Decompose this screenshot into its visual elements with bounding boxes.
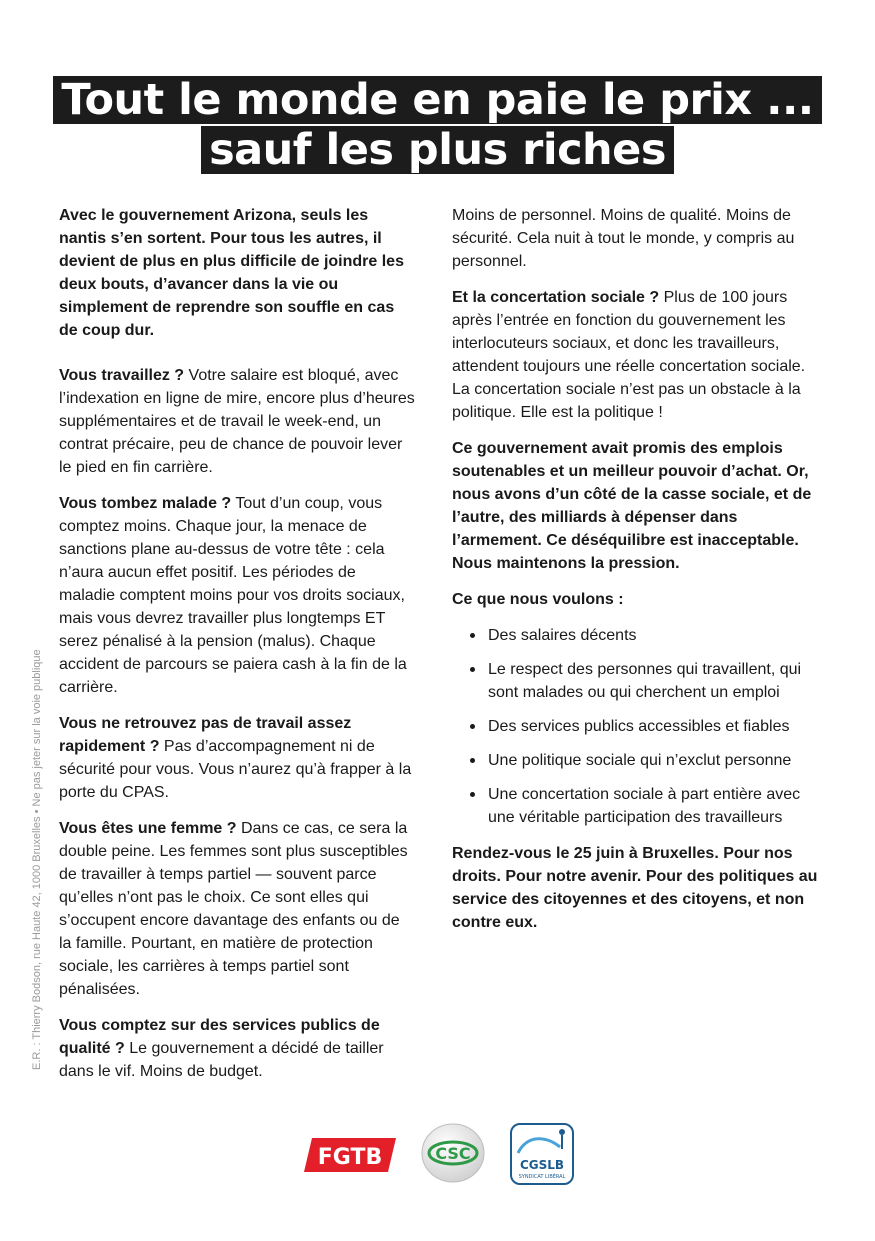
cgslb-logo-text: CGSLB	[519, 1158, 565, 1172]
list-item-text: Une politique sociale qui n’exclut personne	[488, 752, 792, 769]
intro-paragraph: Avec le gouvernement Arizona, seuls les nantis s’en sortent. Pour tous les autres, il devient de plus en plus difficile de joindre les deux bouts, d’avancer dans la vie ou simplement de reprendre son souffle en cas de coup dur.	[59, 207, 404, 339]
union-logos	[0, 1118, 875, 1188]
paragraph-text: Dans ce cas, ce sera la double peine. Les femmes sont plus susceptibles de travailler à temps partiel — souvent parce qu’elles n’ont pas le choix. Ce sont elles qui s’occupent encore davantage des enfants ou de la famille. Pourtant, en matière de protection sociale, les carrières à temps partiel sont pénalisées.	[59, 820, 408, 998]
list-item	[452, 624, 824, 647]
fgtb-logo	[304, 1138, 396, 1172]
bullet-icon	[470, 667, 475, 672]
paragraph-lead: Vous êtes une femme ?	[59, 820, 237, 837]
paragraph-lead: Vous ne retrouvez pas de travail assez rapidement ?	[59, 715, 352, 755]
paragraph-text: Le gouvernement a décidé de tailler dans le vif. Moins de budget.	[59, 1040, 384, 1080]
paragraph-staff: Moins de personnel. Moins de qualité. Moins de sécurité. Cela nuit à tout le monde, y compris au personnel.	[452, 207, 795, 270]
list-item	[452, 658, 824, 704]
csc-logo	[420, 1122, 486, 1184]
left-column	[59, 204, 415, 1096]
paragraph-lead: Vous comptez sur des services publics de qualité ?	[59, 1017, 380, 1057]
headline-line-2: sauf les plus riches	[201, 126, 674, 174]
wants-list	[452, 624, 824, 829]
paragraph-sick	[59, 492, 415, 699]
list-item	[452, 749, 824, 772]
paragraph-lead: Et la concertation sociale ?	[452, 289, 660, 306]
publisher-note: E.R. : Thierry Bodson, rue Haute 42, 1000 Bruxelles • Ne pas jeter sur la voie publique	[31, 649, 43, 1070]
bullet-icon	[470, 758, 475, 763]
bullet-icon	[470, 792, 475, 797]
bullet-icon	[470, 724, 475, 729]
paragraph-government-promise: Ce gouvernement avait promis des emplois soutenables et un meilleur pouvoir d’achat. Or, nous avons d’un côté de la casse sociale, et de l’autre, des milliards à dépenser dans l’armement. Ce déséquilibre est inacceptable. Nous maintenons la pression.	[452, 440, 812, 572]
list-item-text: Le respect des personnes qui travaillent, qui sont malades ou qui cherchent un emploi	[488, 661, 802, 701]
paragraph-text: Plus de 100 jours après l’entrée en fonction du gouvernement les interlocuteurs sociaux, et donc les travailleurs, attendent toujours une réelle concertation sociale. La concertation sociale n’est pas un obstacle à la politique. Elle est la politique !	[452, 289, 806, 421]
list-item-text: Une concertation sociale à part entière avec une véritable participation des travailleurs	[488, 786, 801, 826]
cgslb-logo	[510, 1123, 574, 1185]
list-item-text: Des services publics accessibles et fiables	[488, 718, 790, 735]
wants-heading: Ce que nous voulons :	[452, 591, 624, 608]
bullet-icon	[470, 633, 475, 638]
cgslb-logo-subtext: SYNDICAT LIBÉRAL	[518, 1174, 566, 1180]
paragraph-consultation	[452, 286, 824, 424]
right-column	[452, 204, 824, 947]
paragraph-work	[59, 364, 415, 479]
paragraph-lead: Vous tombez malade ?	[59, 495, 232, 512]
closing-call: Rendez-vous le 25 juin à Bruxelles. Pour nos droits. Pour notre avenir. Pour des politiques au service des citoyennes et des citoyens, et non contre eux.	[452, 845, 818, 931]
cgslb-logo-figure-head	[559, 1129, 565, 1135]
fgtb-logo-text: FGTB	[317, 1145, 383, 1170]
paragraph-text: Tout d’un coup, vous comptez moins. Chaque jour, la menace de sanctions plane au-dessus de votre tête : cela n’aura aucun effet positif. Les périodes de maladie comptent moins pour vos droits sociaux, mais vous devrez travailler plus longtemps ET serez pénalisé à la pension (malus). Chaque accident de parcours se paiera cash à la fin de la carrière.	[59, 495, 407, 696]
csc-logo-text: CSC	[435, 1144, 471, 1163]
list-item-text: Des salaires décents	[488, 627, 637, 644]
paragraph-text: Pas d’accompagnement ni de sécurité pour vous. Vous n’aurez qu’à frapper à la porte du CPAS.	[59, 738, 412, 801]
list-item	[452, 715, 824, 738]
headline-line-1: Tout le monde en paie le prix ...	[53, 76, 821, 124]
paragraph-text: Votre salaire est bloqué, avec l’indexation en ligne de mire, encore plus d’heures supplémentaires et de travail le week-end, un contrat précaire, peu de chance de pouvoir lever le pied en fin carrière.	[59, 367, 415, 476]
paragraph-unemployed	[59, 712, 415, 804]
paragraph-lead: Vous travaillez ?	[59, 367, 185, 384]
paragraph-woman	[59, 817, 415, 1001]
list-item	[452, 783, 824, 829]
paragraph-public-services	[59, 1014, 415, 1083]
headline	[0, 76, 875, 174]
